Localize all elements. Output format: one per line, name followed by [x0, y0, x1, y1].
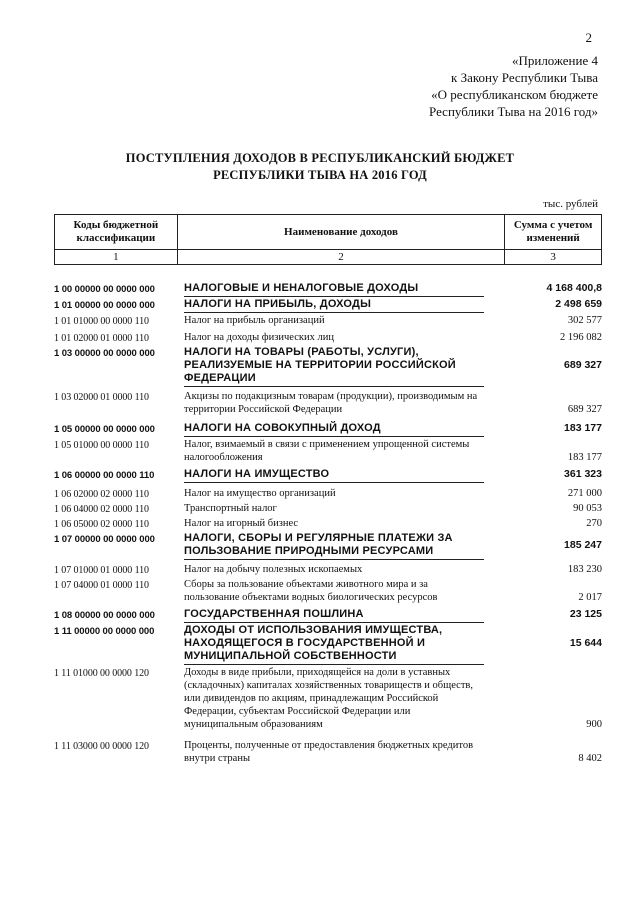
- appendix-line: «Приложение 4: [511, 53, 598, 68]
- row-name: Налог на доходы физических лиц: [184, 332, 334, 343]
- section-underline: [184, 312, 484, 313]
- row-code: 1 01 00000 00 0000 000: [54, 300, 155, 311]
- row-amount: 689 327: [567, 404, 602, 415]
- row-name: ДОХОДЫ ОТ ИСПОЛЬЗОВАНИЯ ИМУЩЕСТВА, НАХОДЯЩЕГОСЯ В ГОСУДАРСТВЕННОЙ И МУНИЦИПАЛЬНОЙ СОБСТВЕННОСТИ: [184, 624, 443, 662]
- row-code: 1 07 04000 01 0000 110: [54, 580, 149, 591]
- row-amount: 90 053: [573, 503, 602, 514]
- page-number: 2: [585, 30, 592, 45]
- row-code: 1 08 00000 00 0000 000: [54, 610, 155, 621]
- table-row: [54, 532, 602, 558]
- row-amount: 2 196 082: [560, 332, 602, 343]
- table-row: [54, 739, 602, 765]
- row-name: Сборы за пользование объектами животного мира и за пользование объектами водных биологических ресурсов: [184, 579, 438, 603]
- row-code: 1 07 01000 01 0000 110: [54, 565, 149, 576]
- row-amount: 183 230: [567, 564, 602, 575]
- table-row: [54, 314, 602, 327]
- row-amount: 185 247: [564, 538, 602, 551]
- row-code: 1 05 00000 00 0000 000: [54, 424, 155, 435]
- row-code: 1 11 03000 00 0000 120: [54, 741, 149, 752]
- row-name: Доходы в виде прибыли, приходящейся на доли в уставных (складочных) капиталах хозяйственных товариществ и обществ, или дивидендов по акциям, принадлежащим Российской Федерации, субъектам Российской Федерации или муниципальным образованиям: [184, 667, 473, 730]
- table-row: [54, 517, 602, 530]
- row-amount: 23 125: [569, 608, 602, 620]
- appendix-note: [429, 52, 598, 120]
- title-line: РЕСПУБЛИКИ ТЫВА НА 2016 ГОД: [213, 168, 427, 182]
- header-codes: Коды бюджетной классификации: [55, 215, 178, 250]
- section-underline: [184, 664, 484, 665]
- row-amount: 2 017: [578, 592, 602, 603]
- section-underline: [184, 559, 484, 560]
- row-code: 1 06 02000 02 0000 110: [54, 489, 149, 500]
- row-code: 1 11 00000 00 0000 000: [54, 626, 155, 637]
- units-label: тыс. рублей: [543, 198, 598, 210]
- row-name: НАЛОГИ, СБОРЫ И РЕГУЛЯРНЫЕ ПЛАТЕЖИ ЗА ПОЛЬЗОВАНИЕ ПРИРОДНЫМИ РЕСУРСАМИ: [184, 532, 453, 557]
- row-amount: 271 000: [567, 488, 602, 499]
- row-name: Транспортный налог: [184, 503, 277, 514]
- row-name: НАЛОГОВЫЕ И НЕНАЛОГОВЫЕ ДОХОДЫ: [184, 282, 419, 294]
- table-row: [54, 578, 602, 604]
- row-name: Проценты, полученные от предоставления бюджетных кредитов внутри страны: [184, 740, 474, 764]
- row-name: НАЛОГИ НА ИМУЩЕСТВО: [184, 468, 330, 480]
- row-code: 1 07 00000 00 0000 000: [54, 534, 155, 545]
- row-code: 1 06 00000 00 0000 110: [54, 470, 155, 481]
- row-name: НАЛОГИ НА ПРИБЫЛЬ, ДОХОДЫ: [184, 298, 372, 310]
- column-number: 2: [177, 250, 505, 265]
- row-amount: 4 168 400,8: [546, 282, 602, 294]
- row-code: 1 06 05000 02 0000 110: [54, 519, 149, 530]
- table-row: [54, 666, 602, 731]
- row-amount: 8 402: [578, 753, 602, 764]
- row-name: ГОСУДАРСТВЕННАЯ ПОШЛИНА: [184, 608, 364, 620]
- row-name: Налог на добычу полезных ископаемых: [184, 564, 363, 575]
- row-amount: 15 644: [569, 637, 602, 649]
- section-underline: [184, 482, 484, 483]
- document-title: [0, 150, 640, 184]
- table-row: [54, 608, 602, 621]
- section-underline: [184, 386, 484, 387]
- row-name: Налог на прибыль организаций: [184, 315, 325, 326]
- section-underline: [184, 622, 484, 623]
- row-code: 1 05 01000 00 0000 110: [54, 440, 149, 451]
- header-name: Наименование доходов: [177, 215, 505, 250]
- row-code: 1 11 01000 00 0000 120: [54, 668, 149, 679]
- column-number: 3: [505, 250, 602, 265]
- table-row: [54, 624, 602, 663]
- row-code: 1 03 00000 00 0000 000: [54, 348, 155, 359]
- row-amount: 2 498 659: [555, 298, 602, 310]
- section-underline: [184, 436, 484, 437]
- appendix-line: к Закону Республики Тыва: [451, 70, 598, 85]
- table-row: [54, 502, 602, 515]
- revenue-table-body: [54, 282, 602, 771]
- row-amount: 183 177: [567, 452, 602, 463]
- row-amount: 302 577: [567, 315, 602, 326]
- appendix-line: Республики Тыва на 2016 год»: [429, 104, 598, 119]
- table-row: [54, 422, 602, 435]
- row-amount: 900: [586, 719, 602, 730]
- row-name: НАЛОГИ НА ТОВАРЫ (РАБОТЫ, УСЛУГИ), РЕАЛИЗУЕМЫЕ НА ТЕРРИТОРИИ РОССИЙСКОЙ ФЕДЕРАЦИИ: [184, 346, 456, 384]
- row-amount: 361 323: [564, 468, 602, 480]
- table-row: [54, 298, 602, 311]
- row-name: Налог, взимаемый в связи с применением упрощенной системы налогообложения: [184, 439, 470, 463]
- row-name: Акцизы по подакцизным товарам (продукции), производимым на территории Российской Федерации: [184, 391, 478, 415]
- header-amount: Сумма с учетом изменений: [505, 215, 602, 250]
- table-row: [54, 390, 602, 416]
- table-row: [54, 282, 602, 295]
- table-row: [54, 563, 602, 576]
- section-underline: [184, 296, 484, 297]
- table-row: [54, 331, 602, 344]
- row-code: 1 06 04000 02 0000 110: [54, 504, 149, 515]
- table-row: [54, 438, 602, 464]
- table-header: [54, 214, 602, 265]
- table-row: [54, 487, 602, 500]
- row-code: 1 00 00000 00 0000 000: [54, 284, 155, 295]
- table-row: [54, 468, 602, 481]
- row-amount: 183 177: [564, 422, 602, 434]
- row-name: Налог на имущество организаций: [184, 488, 336, 499]
- table-row: [54, 346, 602, 385]
- row-name: НАЛОГИ НА СОВОКУПНЫЙ ДОХОД: [184, 422, 381, 434]
- row-amount: 689 327: [564, 359, 602, 371]
- row-code: 1 01 01000 00 0000 110: [54, 316, 149, 327]
- row-amount: 270: [586, 518, 602, 529]
- row-name: Налог на игорный бизнес: [184, 518, 299, 529]
- row-code: 1 01 02000 01 0000 110: [54, 333, 149, 344]
- row-code: 1 03 02000 01 0000 110: [54, 392, 149, 403]
- appendix-line: «О республиканском бюджете: [431, 87, 598, 102]
- column-number: 1: [55, 250, 178, 265]
- title-line: ПОСТУПЛЕНИЯ ДОХОДОВ В РЕСПУБЛИКАНСКИЙ БЮДЖЕТ: [125, 151, 515, 165]
